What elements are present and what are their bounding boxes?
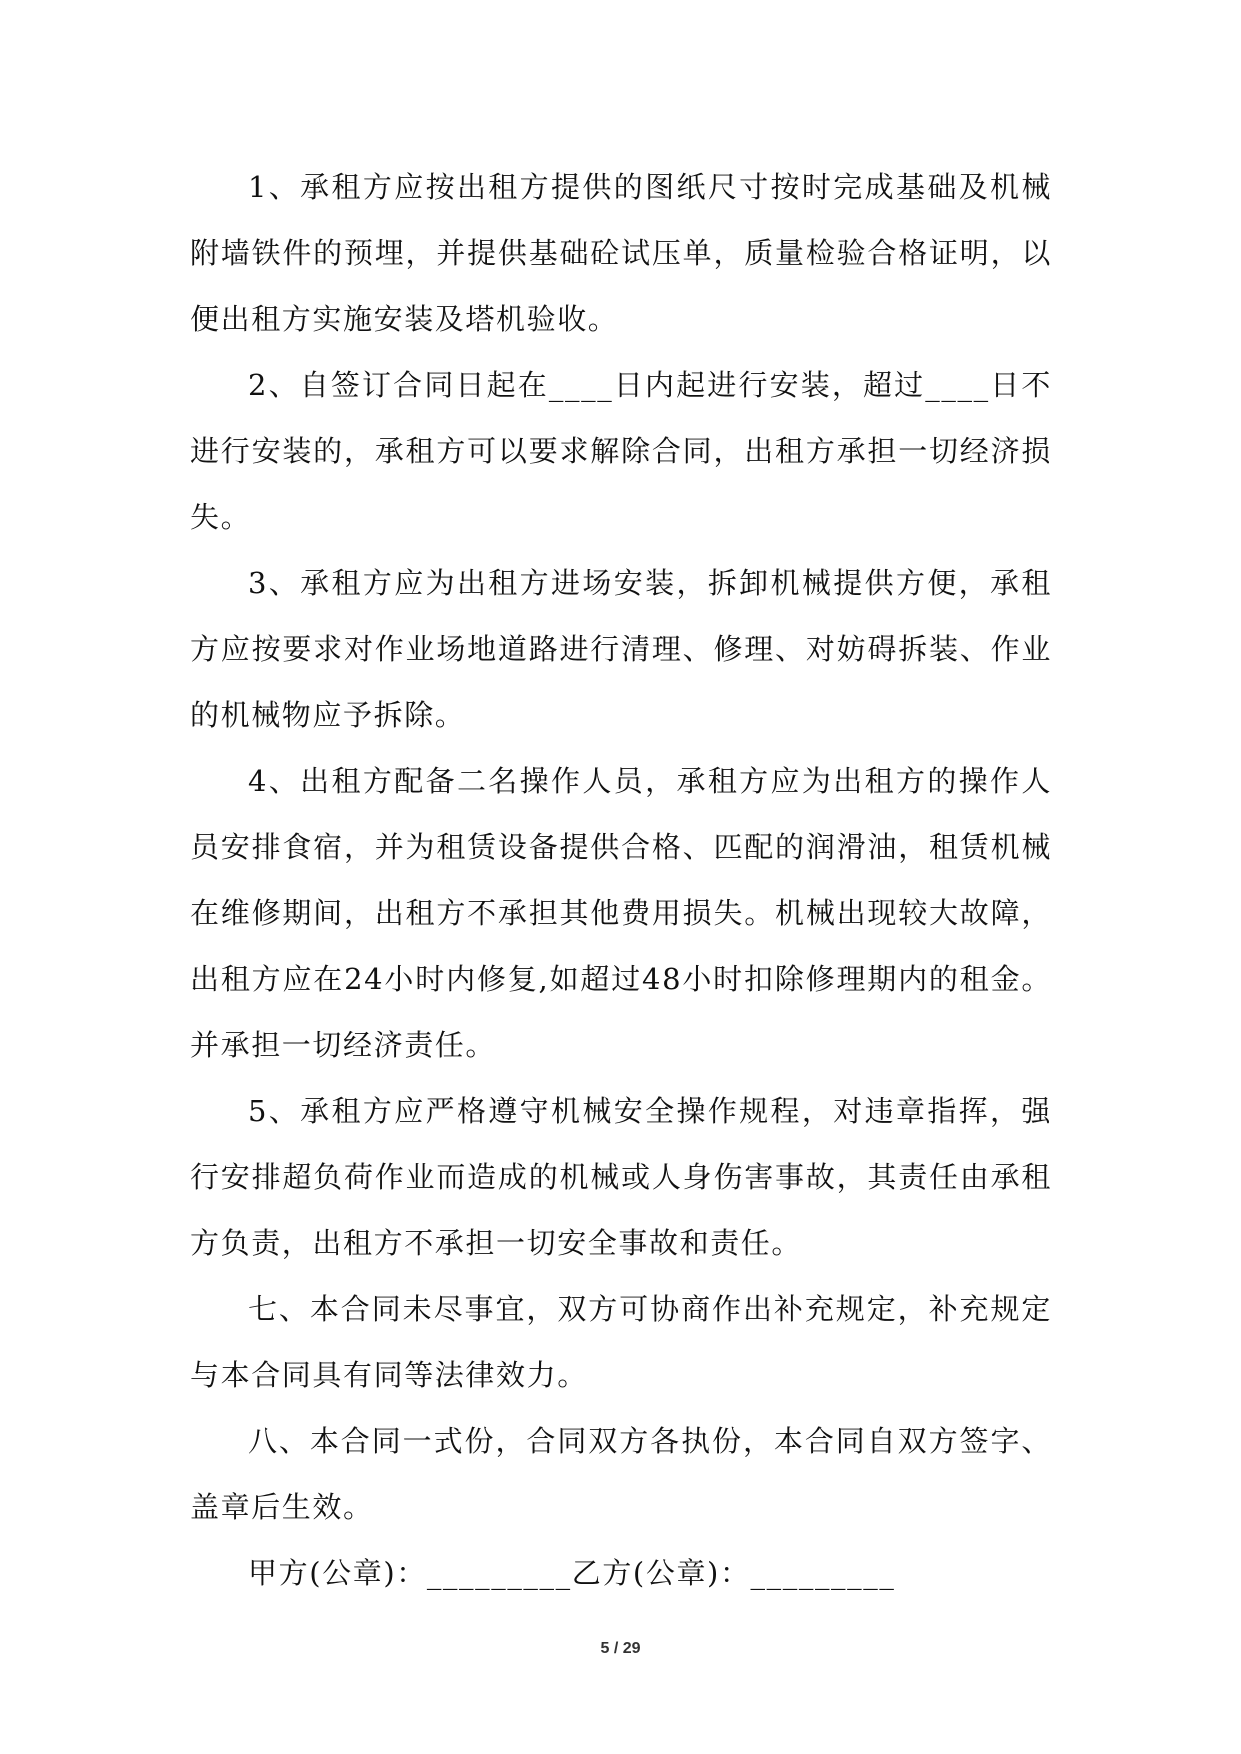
clause-1: 1、承租方应按出租方提供的图纸尺寸按时完成基础及机械附墙铁件的预埋，并提供基础砼试压单，质量检验合格证明，以便出租方实施安装及塔机验收。 <box>190 170 1052 336</box>
clause-2: 2、自签订合同日起在____日内起进行安装，超过____日不进行安装的，承租方可以要求解除合同，出租方承担一切经济损失。 <box>190 368 1052 534</box>
clause-3: 3、承租方应为出租方进场安装，拆卸机械提供方便，承租方应按要求对作业场地道路进行清理、修理、对妨碍拆装、作业的机械物应予拆除。 <box>190 566 1052 732</box>
page-number: 5 / 29 <box>600 1640 641 1657</box>
document-body <box>190 154 1052 1606</box>
article-8: 八、本合同一式份，合同双方各执份，本合同自双方签字、盖章后生效。 <box>190 1424 1052 1524</box>
clause-4: 4、出租方配备二名操作人员，承租方应为出租方的操作人员安排食宿，并为租赁设备提供合格、匹配的润滑油，租赁机械在维修期间，出租方不承担其他费用损失。机械出现较大故障，出租方应在24小时内修复,如超过48小时扣除修理期内的租金。并承担一切经济责任。 <box>190 764 1052 1062</box>
article-7: 七、本合同未尽事宜，双方可协商作出补充规定，补充规定与本合同具有同等法律效力。 <box>190 1292 1052 1392</box>
clause-5: 5、承租方应严格遵守机械安全操作规程，对违章指挥，强行安排超负荷作业而造成的机械或人身伤害事故，其责任由承租方负责，出租方不承担一切安全事故和责任。 <box>190 1094 1052 1260</box>
signature-line: 甲方(公章)：_________乙方(公章)：_________ <box>248 1556 896 1590</box>
